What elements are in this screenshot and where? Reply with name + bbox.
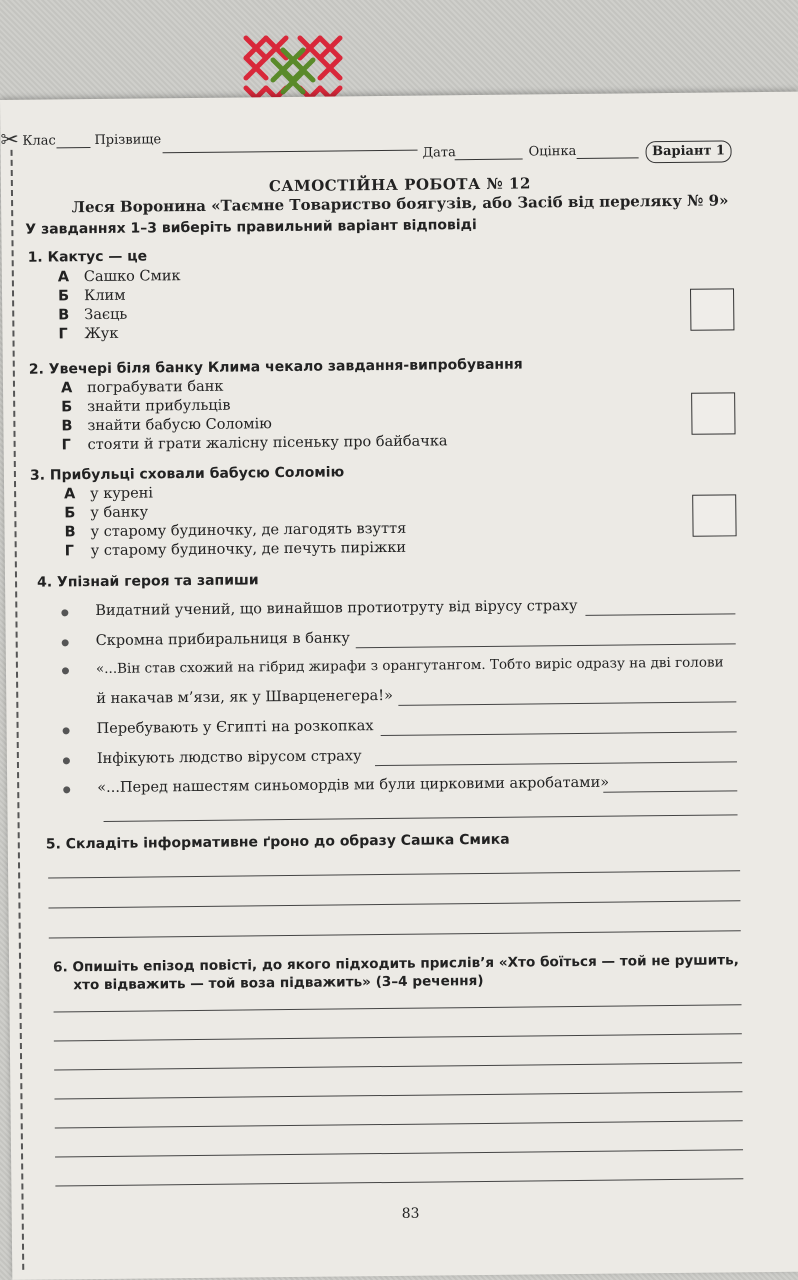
worksheet-page: [0, 92, 798, 1280]
option-letter: В: [58, 307, 70, 324]
option-text: стояти й грати жалісну пісеньку про байбачка: [87, 433, 448, 454]
bullet-icon: [63, 786, 70, 793]
q4-item-text: «...Він став схожий на гібрид жирафи з орангутангом. Тобто виріс одразу на дві голови: [95, 654, 724, 678]
page-title: САМОСТІЙНА РОБОТА № 12: [268, 174, 531, 196]
q6-answer-line-3[interactable]: [54, 1062, 742, 1070]
option-letter: В: [61, 418, 73, 435]
q4-answer-line-3[interactable]: [398, 701, 736, 706]
q5-answer-line-1[interactable]: [48, 870, 740, 878]
q4-item-text: Інфікують людство вірусом страху: [96, 748, 362, 768]
q6-answer-line-5[interactable]: [55, 1120, 743, 1128]
option-1c: [58, 307, 127, 324]
option-2c: [61, 416, 272, 434]
bullet-icon: [62, 639, 69, 646]
grade-label: Оцінка: [528, 143, 577, 160]
answer-box-3[interactable]: [692, 494, 736, 536]
q5-answer-line-2[interactable]: [48, 900, 740, 908]
scissors-icon: ✂: [0, 127, 19, 153]
cut-line: [11, 150, 25, 1270]
class-field[interactable]: [56, 147, 90, 148]
q4-item-text: Скромна прибиральниця в банку: [95, 630, 350, 650]
option-letter: А: [57, 269, 70, 286]
q6-answer-line-4[interactable]: [54, 1091, 742, 1099]
date-label: Дата: [422, 145, 456, 161]
variant-badge: Варіант 1: [645, 140, 731, 163]
option-text: Сашко Смик: [83, 268, 181, 286]
question-2: 2. Увечері біля банку Клима чекало завдання-випробування: [28, 356, 523, 378]
option-2d: [62, 433, 448, 453]
option-text: у банку: [90, 504, 149, 522]
bullet-icon: [61, 609, 68, 616]
option-letter: Б: [61, 399, 73, 416]
q4-answer-line-5[interactable]: [375, 761, 737, 766]
option-letter: Г: [61, 437, 71, 454]
option-text: знайти прибульців: [87, 397, 231, 416]
option-text: у курені: [90, 485, 154, 503]
option-text: у старому будиночку, де лагодять взуття: [90, 520, 407, 541]
option-3b: [64, 504, 148, 521]
option-letter: Г: [64, 543, 75, 560]
question-4: 4. Упізнай героя та запиши: [36, 572, 259, 591]
bullet-icon: [62, 667, 69, 674]
option-text: у старому будиночку, де печуть пиріжки: [90, 539, 407, 560]
q6-answer-line-2[interactable]: [54, 1033, 742, 1041]
date-field[interactable]: [455, 159, 523, 161]
header-row: [22, 126, 742, 162]
bullet-icon: [63, 757, 70, 764]
q4-answer-line-2[interactable]: [356, 643, 736, 648]
option-letter: Г: [58, 326, 68, 343]
option-letter: А: [60, 380, 73, 397]
question-3: 3. Прибульці сховали бабусю Соломію: [29, 464, 345, 484]
surname-label: Прізвище: [94, 132, 162, 149]
q6-answer-line-6[interactable]: [55, 1149, 743, 1157]
option-3a: [64, 485, 153, 502]
question-6: 6. Опишіть епізод повісті, до якого підходить прислів’я «Хто боїться — той не рушить,: [53, 952, 739, 976]
bullet-icon: [63, 727, 70, 734]
option-1d: [58, 326, 118, 343]
answer-box-2[interactable]: [691, 392, 735, 434]
q4-item-text: Перебувають у Єгипті на розкопках: [96, 718, 374, 738]
option-text: знайти бабусю Соломію: [87, 416, 272, 435]
page-subtitle: Леся Воронина «Таємне Товариство боягузів, або Засіб від переляку № 9»: [71, 191, 729, 217]
option-letter: А: [64, 486, 76, 503]
instruction-text: У завданнях 1–3 виберіть правильний варіант відповіді: [25, 217, 477, 238]
option-text: Жук: [84, 325, 119, 343]
answer-box-1[interactable]: [690, 288, 734, 330]
option-text: Заєць: [84, 306, 128, 324]
q6-answer-line-7[interactable]: [55, 1178, 743, 1186]
option-letter: Б: [57, 288, 70, 305]
q4-answer-line-1[interactable]: [585, 613, 735, 616]
option-2b: [61, 398, 230, 416]
question-1: 1. Кактус — це: [27, 248, 148, 266]
option-3c: [64, 521, 406, 541]
q4-item-text: «...Перед нашестям синьомордів ми були цирковими акробатами»: [97, 774, 610, 797]
option-3d: [65, 540, 406, 560]
q6-answer-line-1[interactable]: [54, 1004, 742, 1012]
grade-field[interactable]: [577, 157, 639, 159]
option-letter: Б: [64, 505, 76, 522]
option-1a: [58, 268, 181, 285]
q4-answer-line-7[interactable]: [104, 814, 738, 822]
option-text: Клим: [83, 287, 126, 305]
q5-answer-line-3[interactable]: [49, 930, 741, 938]
option-1b: [58, 288, 126, 305]
class-label: Клас: [22, 133, 56, 149]
page-number: 83: [401, 1205, 420, 1222]
q4-item-text: Видатний учений, що винайшов протиотруту від вірусу страху: [95, 597, 578, 620]
question-5: 5. Складіть інформативне ґроно до образу Сашка Смика: [45, 831, 510, 853]
q4-answer-line-6[interactable]: [603, 790, 737, 792]
q4-item-text: й накачав м’язи, як у Шварценегера!»: [96, 687, 394, 708]
question-6-cont: хто відважить — той воза підважить» (3–4 речення): [73, 972, 484, 994]
option-letter: В: [64, 524, 76, 541]
q4-answer-line-4[interactable]: [381, 731, 737, 736]
surname-field[interactable]: [163, 150, 418, 154]
option-text: пограбувати банк: [86, 378, 224, 397]
option-2a: [61, 379, 224, 397]
